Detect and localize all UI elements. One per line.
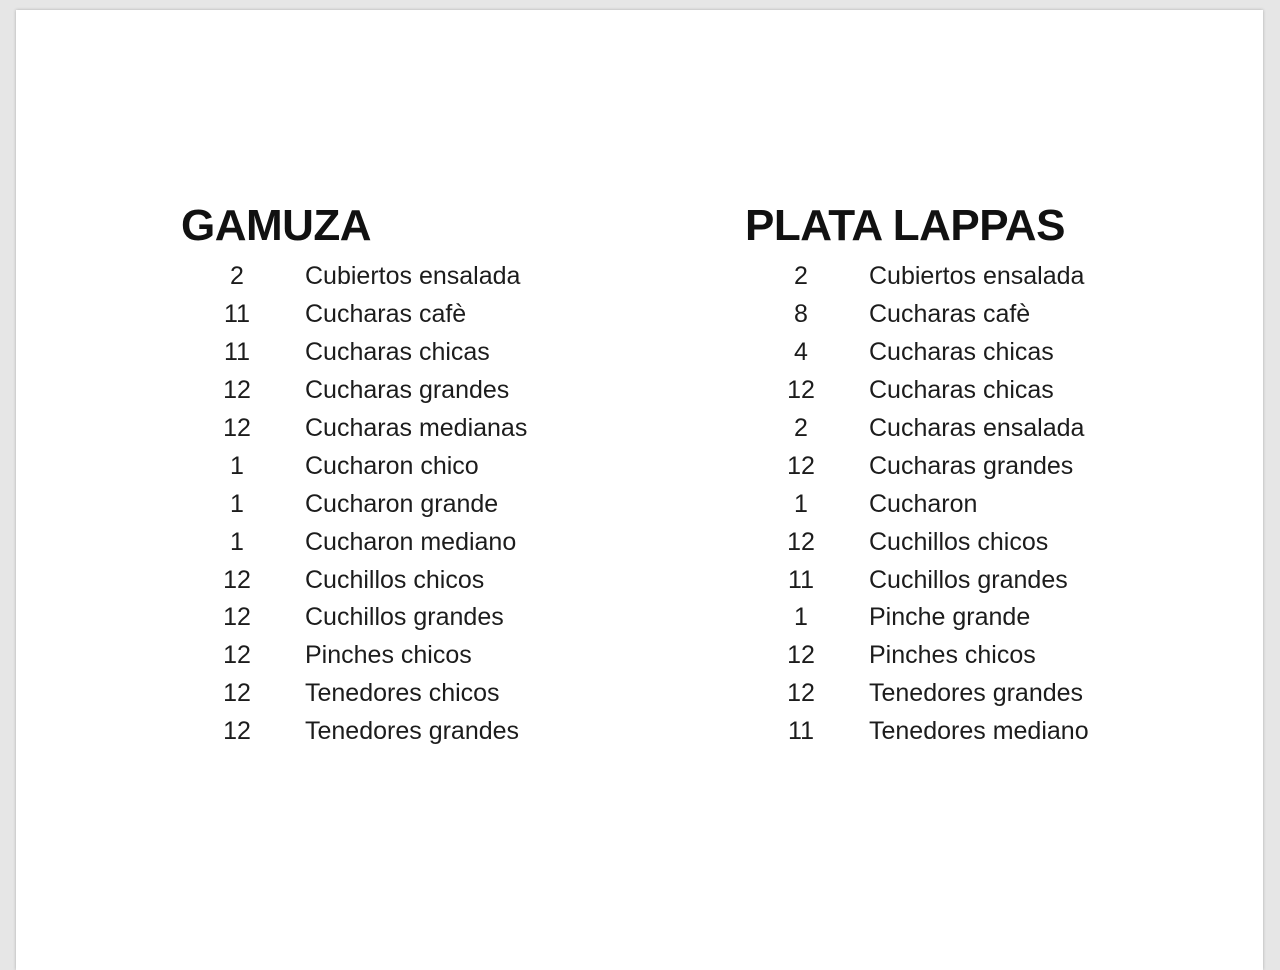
item-quantity: 12 (787, 527, 815, 556)
list-item (181, 675, 527, 713)
list-item (745, 637, 1089, 675)
list-item (745, 523, 1089, 561)
item-quantity: 12 (787, 641, 815, 670)
section-title: PLATA LAPPAS (745, 201, 1065, 250)
list-item (745, 713, 1089, 751)
list-item (181, 410, 527, 448)
list-item (181, 485, 527, 523)
item-quantity: 12 (787, 451, 815, 480)
list-item (181, 447, 527, 485)
item-quantity: 4 (794, 338, 808, 367)
item-name: Cucharas chicas (305, 338, 490, 367)
item-quantity: 1 (794, 603, 808, 632)
list-item (181, 334, 527, 372)
item-quantity: 11 (224, 300, 250, 329)
list-item (745, 258, 1089, 296)
item-quantity: 12 (223, 641, 251, 670)
list-item (745, 675, 1089, 713)
item-name: Cucharon chico (305, 451, 479, 480)
item-quantity: 11 (788, 565, 814, 594)
item-name: Cucharas grandes (305, 376, 510, 405)
item-quantity: 12 (223, 414, 251, 442)
item-name: Cucharas cafè (869, 300, 1031, 329)
item-quantity: 1 (230, 527, 244, 556)
item-quantity: 2 (230, 262, 244, 291)
list-item (745, 561, 1089, 599)
item-name: Cucharon (869, 489, 978, 518)
item-name: Cucharas cafè (305, 300, 467, 329)
list-item (181, 637, 527, 675)
item-quantity: 12 (223, 679, 251, 708)
list-item (745, 372, 1089, 410)
item-quantity: 11 (788, 717, 814, 746)
item-name: Cubiertos ensalada (869, 262, 1085, 291)
item-name: Pinches chicos (305, 641, 472, 670)
item-name: Cuchillos grandes (869, 565, 1068, 594)
item-quantity: 12 (223, 376, 251, 405)
item-quantity: 2 (794, 262, 808, 291)
item-name: Pinches chicos (869, 641, 1036, 670)
item-name: Cucharon grande (305, 489, 499, 518)
item-name: Cuchillos chicos (305, 565, 485, 594)
section-title: GAMUZA (181, 201, 372, 250)
item-name: Cucharas grandes (869, 451, 1074, 480)
item-quantity: 12 (223, 717, 251, 746)
list-item (745, 410, 1089, 448)
list-item (181, 713, 527, 751)
list-item (181, 523, 527, 561)
list-item (745, 485, 1089, 523)
item-name: Cucharas chicas (869, 376, 1054, 405)
item-quantity: 12 (223, 603, 251, 632)
item-name: Tenedores grandes (869, 679, 1084, 708)
list-item (181, 258, 527, 296)
item-quantity: 8 (794, 300, 808, 329)
item-list (745, 258, 1089, 751)
item-quantity: 12 (787, 679, 815, 708)
list-item (181, 599, 527, 637)
item-name: Cuchillos grandes (305, 603, 504, 632)
document-page (16, 10, 1263, 970)
section-plata-lappas (745, 198, 1089, 751)
list-item (745, 447, 1089, 485)
item-quantity: 2 (794, 414, 808, 442)
list-item (181, 372, 527, 410)
item-quantity: 12 (787, 376, 815, 405)
item-name: Pinche grande (869, 603, 1031, 632)
item-name: Tenedores chicos (305, 679, 500, 708)
list-item (181, 561, 527, 599)
item-name: Cucharon mediano (305, 527, 517, 556)
section-gamuza (181, 198, 527, 751)
item-quantity: 1 (230, 489, 244, 518)
item-name: Tenedores mediano (869, 717, 1089, 746)
list-item (745, 334, 1089, 372)
item-name: Cucharas chicas (869, 338, 1054, 367)
item-list (181, 258, 527, 751)
item-quantity: 1 (794, 489, 808, 518)
item-quantity: 11 (224, 338, 250, 367)
list-item (181, 296, 527, 334)
item-quantity: 12 (223, 565, 251, 594)
item-name: Cubiertos ensalada (305, 262, 521, 291)
item-name: Cucharas medianas (305, 414, 528, 442)
list-item (745, 599, 1089, 637)
item-name: Cuchillos chicos (869, 527, 1049, 556)
item-name: Tenedores grandes (305, 717, 520, 746)
item-name: Cucharas ensalada (869, 414, 1085, 442)
item-quantity: 1 (230, 451, 244, 480)
list-item (745, 296, 1089, 334)
